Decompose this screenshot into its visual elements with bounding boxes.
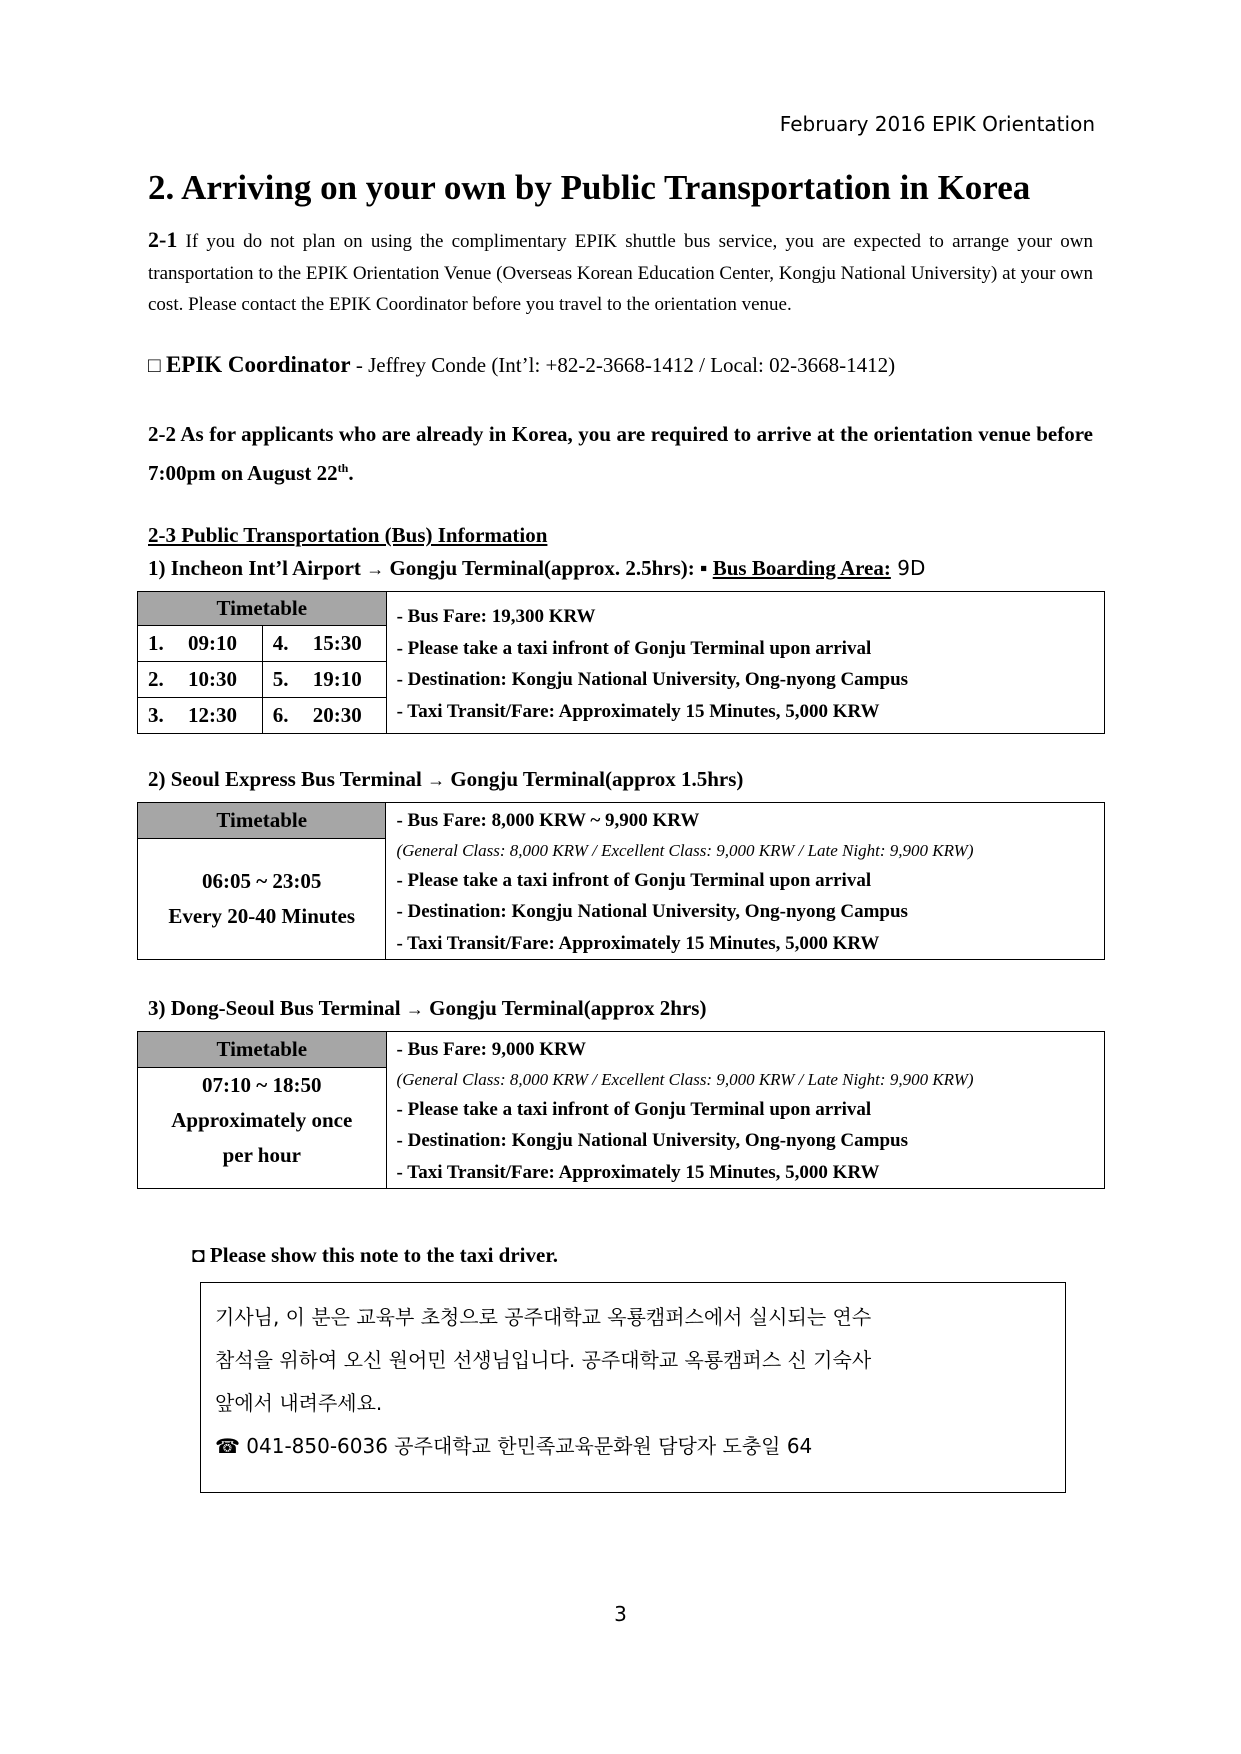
timetable-slot: 3. 12:30 — [138, 698, 263, 734]
route-3-table — [137, 1031, 1105, 1189]
bus-fare: - Bus Fare: 9,000 KRW — [396, 1039, 587, 1060]
timetable-slot: 1. 09:10 — [138, 626, 263, 662]
timetable-slot: 6. 20:30 — [262, 698, 386, 734]
taxi-fare: - Taxi Transit/Fare: Approximately 15 Minutes, 5,000 KRW — [396, 932, 880, 954]
arrow-right-icon: → — [427, 770, 446, 790]
boarding-area-value: 9D — [890, 556, 926, 580]
timetable-slot: 5. 19:10 — [262, 662, 386, 698]
route-origin: 3) Dong-Seoul Bus Terminal — [148, 996, 406, 1020]
route-3-title — [148, 996, 706, 1021]
route-3-info — [386, 1032, 1104, 1189]
note-line: 기사님, 이 분은 교육부 초청으로 공주대학교 옥룡캠퍼스에서 실시되는 연수 — [215, 1305, 872, 1329]
subsection-title: 2-3 Public Transportation (Bus) Information — [148, 523, 548, 547]
schedule-range: 07:10 ~ 18:50 — [202, 1073, 322, 1097]
destination: - Destination: Kongju National University, Ong-nyong Campus — [396, 669, 909, 690]
arrow-right-icon: → — [405, 999, 424, 1019]
bus-fare: - Bus Fare: 19,300 KRW — [396, 606, 596, 627]
schedule-frequency: Approximately once — [171, 1108, 353, 1132]
taxi-instruction: - Please take a taxi infront of Gonju Terminal upon arrival — [396, 869, 872, 891]
route-1-table — [137, 591, 1105, 734]
page-header: February 2016 EPIK Orientation — [779, 112, 1095, 136]
timetable-header: Timetable — [138, 1032, 387, 1068]
timetable-header: Timetable — [138, 803, 386, 839]
fare-detail: (General Class: 8,000 KRW / Excellent Class: 9,000 KRW / Late Night: 9,900 KRW) — [396, 1069, 974, 1089]
paragraph-2-1 — [148, 224, 1093, 321]
taxi-instruction: - Please take a taxi infront of Gonju Terminal upon arrival — [396, 1098, 872, 1120]
paragraph-text: If you do not plan on using the complimentary EPIK shuttle bus service, you are expected to arrange your own transportation to the EPIK Orientation Venue (Overseas Korean Education Center, Kongju National University) at your own cost. Please contact the EPIK Coordinator before you travel to the orientation venue. — [148, 231, 1094, 315]
timetable-header: Timetable — [138, 592, 387, 626]
route-destination: Gongju Terminal(approx 2hrs) — [423, 996, 707, 1020]
coordinator-contact: - Jeffrey Conde (Int’l: +82-2-3668-1412 / Local: 02-3668-1412) — [350, 353, 896, 377]
route-1-title — [148, 556, 925, 581]
fare-detail: (General Class: 8,000 KRW / Excellent Class: 9,000 KRW / Late Night: 9,900 KRW) — [396, 840, 974, 860]
page-number: 3 — [614, 1602, 627, 1626]
section-title: 2. Arriving on your own by Public Transportation in Korea — [148, 168, 1031, 207]
note-phone-line: ☎ 041-850-6036 공주대학교 한민족교육문화원 담당자 도충일 64 — [215, 1434, 813, 1458]
taxi-fare: - Taxi Transit/Fare: Approximately 15 Minutes, 5,000 KRW — [396, 700, 880, 722]
route-1-info — [386, 592, 1104, 734]
checkbox-icon: □ — [148, 353, 161, 377]
taxi-fare: - Taxi Transit/Fare: Approximately 15 Minutes, 5,000 KRW — [396, 1161, 880, 1183]
timetable-slot: 2. 10:30 — [138, 662, 263, 698]
route-destination: Gongju Terminal(approx 1.5hrs) — [445, 767, 744, 791]
destination: - Destination: Kongju National University, Ong-nyong Campus — [396, 901, 908, 922]
taxi-note-title: ◘ Please show this note to the taxi driver. — [192, 1243, 558, 1267]
boarding-area-label: Bus Boarding Area: — [712, 556, 891, 580]
arrow-right-icon: → — [366, 559, 385, 579]
schedule-cell — [138, 839, 386, 960]
paragraph-number: 2-1 — [148, 227, 178, 252]
coordinator-label: EPIK Coordinator — [165, 352, 351, 377]
route-origin: 2) Seoul Express Bus Terminal — [148, 767, 428, 791]
coordinator-line — [148, 352, 895, 378]
paragraph-2-2 — [148, 417, 1093, 490]
route-2-info — [386, 803, 1105, 960]
route-2-title — [148, 767, 743, 792]
route-origin: 1) Incheon Int’l Airport — [148, 556, 367, 580]
route-destination: Gongju Terminal(approx. 2.5hrs): — [384, 556, 701, 580]
taxi-note-box — [200, 1282, 1066, 1493]
note-line: 참석을 위하여 오신 원어민 선생님입니다. 공주대학교 옥룡캠퍼스 신 기숙사 — [215, 1348, 872, 1372]
schedule-cell — [138, 1068, 387, 1189]
paragraph-text: 2-2 As for applicants who are already in Korea, you are required to arrive at the orientation venue before 7:00pm on August 22 — [148, 422, 1093, 485]
superscript: th — [337, 461, 349, 475]
schedule-frequency-cont: per hour — [222, 1143, 301, 1167]
paragraph-end: . — [348, 461, 354, 485]
bullet-icon: ▪ — [700, 556, 713, 580]
timetable-slot: 4. 15:30 — [262, 626, 386, 662]
schedule-range: 06:05 ~ 23:05 — [202, 869, 322, 893]
destination: - Destination: Kongju National University, Ong-nyong Campus — [396, 1130, 909, 1151]
note-line: 앞에서 내려주세요. — [215, 1391, 383, 1415]
taxi-instruction: - Please take a taxi infront of Gonju Terminal upon arrival — [396, 637, 872, 659]
bus-fare: - Bus Fare: 8,000 KRW ~ 9,900 KRW — [396, 810, 700, 831]
schedule-frequency: Every 20-40 Minutes — [168, 904, 356, 928]
route-2-table — [137, 802, 1105, 960]
